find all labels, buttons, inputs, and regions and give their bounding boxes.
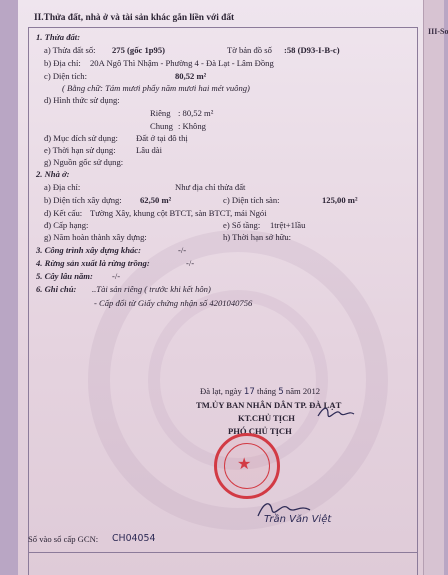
house-address-label: a) Địa chỉ: bbox=[44, 182, 81, 192]
usage-form-label: d) Hình thức sử dụng: bbox=[44, 95, 120, 105]
vice-chair-title: PHÓ CHỦ TỊCH bbox=[228, 426, 292, 436]
bottom-border-line bbox=[28, 552, 418, 553]
date-month-label: tháng bbox=[257, 386, 277, 396]
next-page-label: III-So bbox=[428, 27, 448, 36]
parcel-value: 275 (gốc 1p95) bbox=[112, 45, 165, 55]
notes-label: 6. Ghi chú: bbox=[36, 284, 77, 294]
issue-date bbox=[200, 387, 320, 397]
date-year: 2012 bbox=[302, 386, 321, 396]
initials-signature bbox=[316, 404, 356, 420]
year-label: g) Năm hoàn thành xây dựng: bbox=[44, 232, 147, 242]
next-page-edge bbox=[423, 0, 448, 575]
built-area-label: b) Diện tích xây dựng: bbox=[44, 195, 122, 205]
structure-label: d) Kết cấu: bbox=[44, 208, 83, 218]
address-label: b) Địa chỉ: bbox=[44, 58, 81, 68]
term-value: Lâu dài bbox=[136, 145, 163, 155]
address-value: 20A Ngô Thì Nhậm - Phường 4 - Đà Lạt - Lâm Đồng bbox=[90, 58, 274, 68]
other-works-value: -/- bbox=[178, 245, 187, 255]
built-area-value: 62,50 m² bbox=[140, 195, 172, 205]
registry-label: Số vào sổ cấp GCN: bbox=[28, 534, 99, 544]
area-value: 80,52 m² bbox=[175, 71, 207, 81]
section-title: II.Thửa đất, nhà ở và tài sản khác gắn liền với đất bbox=[34, 13, 235, 23]
other-works-label: 3. Công trình xây dựng khác: bbox=[36, 245, 141, 255]
authority-name: TM.ỦY BAN NHÂN DÂN TP. ĐÀ LẠT bbox=[196, 400, 342, 410]
date-day: 17 bbox=[243, 387, 255, 397]
floor-area-label: c) Diện tích sàn: bbox=[223, 195, 280, 205]
registry-value: CH04054 bbox=[112, 533, 156, 544]
planted-forest-label: 4. Rừng sản xuất là rừng trồng: bbox=[36, 258, 150, 268]
perennial-trees-label: 5. Cây lâu năm: bbox=[36, 271, 93, 281]
private-value: : 80,52 m² bbox=[178, 108, 214, 118]
date-month: 5 bbox=[278, 387, 284, 397]
shared-value: : Không bbox=[178, 121, 206, 131]
date-year-label: năm bbox=[285, 386, 301, 396]
kt-title: KT.CHỦ TỊCH bbox=[238, 413, 295, 423]
map-label: Tờ bản đồ số bbox=[227, 45, 272, 55]
private-label: Riêng bbox=[150, 108, 171, 118]
official-seal bbox=[214, 433, 280, 499]
top-border-line bbox=[28, 27, 418, 28]
house-address-value: Như địa chỉ thửa đất bbox=[175, 182, 246, 192]
land-heading: 1. Thửa đất: bbox=[36, 32, 81, 42]
notes-value: ..Tài sản riêng ( trước khi kết hôn) bbox=[92, 284, 211, 294]
signer-name: Trần Văn Việt bbox=[264, 514, 332, 525]
shared-label: Chung bbox=[150, 121, 173, 131]
purpose-value: Đất ở tại đô thị bbox=[136, 133, 188, 143]
grade-label: đ) Cấp hạng: bbox=[44, 220, 89, 230]
house-heading: 2. Nhà ở: bbox=[36, 169, 70, 179]
structure-value: Tường Xây, khung cột BTCT, sàn BTCT, mái Ngói bbox=[90, 208, 267, 218]
floors-value: 1trệt+1lầu bbox=[270, 220, 306, 230]
date-prefix: Đà lạt, ngày bbox=[200, 386, 242, 396]
left-border-line bbox=[28, 27, 29, 575]
certificate-page bbox=[18, 0, 423, 575]
parcel-label: a) Thửa đất số: bbox=[44, 45, 96, 55]
right-border-line bbox=[417, 27, 418, 575]
floors-label: e) Số tầng: bbox=[223, 220, 261, 230]
planted-forest-value: -/- bbox=[186, 258, 195, 268]
origin-label: g) Nguồn gốc sử dụng: bbox=[44, 157, 124, 167]
area-words: ( Bằng chữ: Tám mươi phẩy năm mươi hai mét vuông) bbox=[62, 83, 250, 93]
perennial-trees-value: -/- bbox=[112, 271, 121, 281]
purpose-label: đ) Mục đích sử dụng: bbox=[44, 133, 118, 143]
ownership-term-label: h) Thời hạn sở hữu: bbox=[223, 232, 292, 242]
seal-star-icon: ★ bbox=[237, 454, 252, 473]
reissue-note: - Cấp đổi từ Giấy chứng nhận số 4201040756 bbox=[94, 298, 253, 308]
floor-area-value: 125,00 m² bbox=[322, 195, 358, 205]
term-label: e) Thời hạn sử dụng: bbox=[44, 145, 116, 155]
map-value: :58 (D93-I-B-c) bbox=[284, 45, 340, 55]
area-label: c) Diện tích: bbox=[44, 71, 87, 81]
